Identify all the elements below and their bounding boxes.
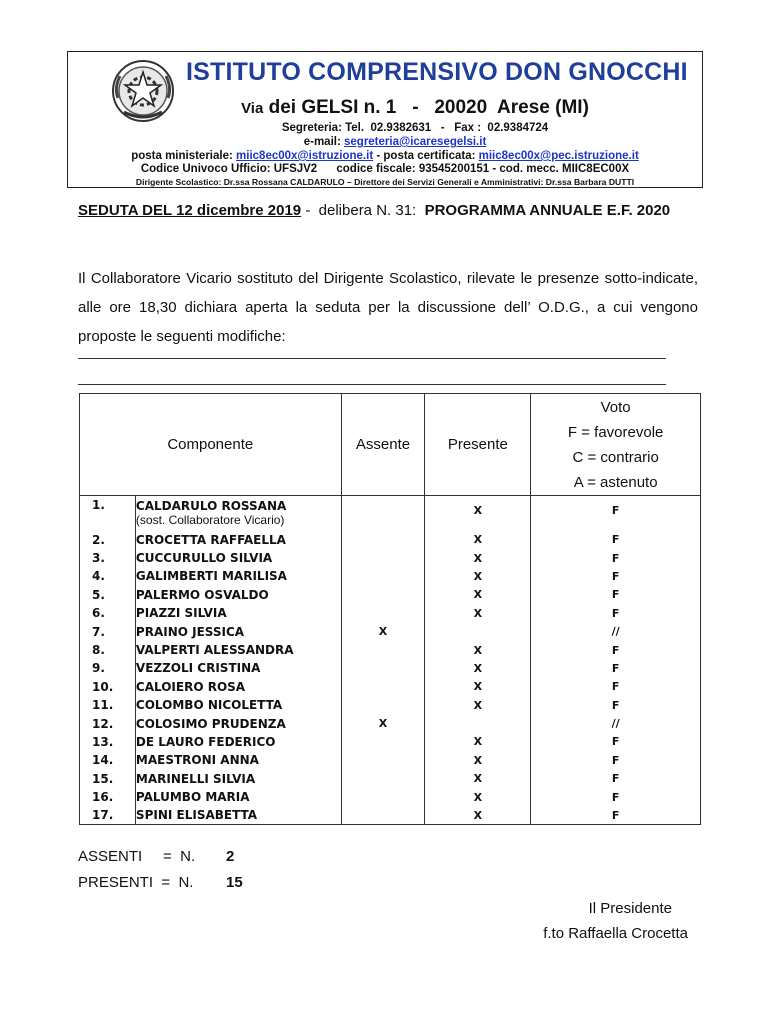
row-number: 11. (80, 696, 136, 714)
row-name (135, 604, 341, 622)
table-row (80, 751, 701, 769)
row-voto: F (531, 733, 701, 751)
row-presente: X (425, 806, 531, 824)
row-number: 15. (80, 770, 136, 788)
table-row (80, 770, 701, 788)
row-presente: X (425, 549, 531, 567)
member-name: VEZZOLI CRISTINA (135, 661, 261, 676)
member-name: PIAZZI SILVIA (135, 606, 227, 621)
row-assente (341, 751, 425, 769)
member-name: PRAINO JESSICA (135, 624, 245, 639)
row-assente (341, 678, 425, 696)
pec-label: - posta certificata: (376, 150, 476, 162)
row-assente (341, 770, 425, 788)
assenti-label: ASSENTI = N. (78, 848, 196, 865)
seduta-title: SEDUTA DEL 12 dicembre 2019 (78, 202, 302, 219)
table-row (80, 733, 701, 751)
voto-legend-f: F = favorevole (567, 423, 664, 441)
row-assente (341, 531, 425, 549)
row-name (135, 659, 341, 677)
email-label: e-mail: (303, 136, 341, 148)
row-voto: F (531, 641, 701, 659)
col-voto (531, 394, 701, 496)
row-presente: X (425, 678, 531, 696)
table-row (80, 586, 701, 604)
table-row (80, 496, 701, 531)
member-name: CALOIERO ROSA (135, 679, 246, 694)
seduta-subject: PROGRAMMA ANNUALE E.F. 2020 (424, 202, 671, 219)
row-assente: X (341, 622, 425, 640)
table-row (80, 678, 701, 696)
row-assente (341, 604, 425, 622)
row-assente (341, 659, 425, 677)
presenti-total (78, 874, 243, 891)
row-name (135, 496, 341, 531)
row-voto: // (531, 622, 701, 640)
row-presente (425, 622, 531, 640)
email-link[interactable]: segreteria@icaresegelsi.it (344, 136, 487, 148)
row-presente: X (425, 696, 531, 714)
row-name (135, 714, 341, 732)
assenti-value: 2 (226, 848, 235, 865)
row-assente (341, 788, 425, 806)
row-number: 6. (80, 604, 136, 622)
row-assente (341, 696, 425, 714)
row-assente (341, 586, 425, 604)
attendance-table (79, 393, 701, 825)
row-name (135, 770, 341, 788)
row-presente: X (425, 770, 531, 788)
row-presente (425, 714, 531, 732)
table-row (80, 641, 701, 659)
member-name: DE LAURO FEDERICO (135, 734, 276, 749)
letterhead (67, 51, 703, 188)
member-name: SPINI ELISABETTA (135, 808, 258, 823)
row-number: 16. (80, 788, 136, 806)
table-row (80, 659, 701, 677)
table-row (80, 567, 701, 585)
row-voto: F (531, 496, 701, 531)
member-name: MAESTRONI ANNA (135, 753, 259, 768)
member-name: CUCCURULLO SILVIA (135, 551, 273, 566)
institute-address (68, 97, 702, 119)
row-assente (341, 806, 425, 824)
pec-email-link[interactable]: miic8ec00x@pec.istruzione.it (478, 150, 639, 162)
row-name (135, 788, 341, 806)
row-presente: X (425, 531, 531, 549)
row-name (135, 567, 341, 585)
row-voto: F (531, 678, 701, 696)
member-name: MARINELLI SILVIA (135, 771, 256, 786)
row-assente (341, 549, 425, 567)
member-name: COLOSIMO PRUDENZA (135, 716, 286, 731)
dirigente-line: Dirigente Scolastico: Dr.ssa Rossana CALDARULO – Direttore dei Servizi Generali e Amministrativi: Dr.ssa Barbara DUTTI (135, 177, 635, 187)
member-name: PALERMO OSVALDO (135, 587, 269, 602)
row-name (135, 751, 341, 769)
row-number: 7. (80, 622, 136, 640)
row-voto: F (531, 788, 701, 806)
table-row (80, 788, 701, 806)
presenti-label: PRESENTI = N. (78, 874, 194, 891)
row-number: 13. (80, 733, 136, 751)
table-row (80, 696, 701, 714)
member-name: GALIMBERTI MARILISA (135, 569, 287, 584)
codice-line: Codice Univoco Ufficio: UFSJV2 codice fiscale: 93545200151 - cod. mecc. MIIC8EC00X (140, 163, 630, 175)
blank-line-2 (78, 384, 666, 385)
table-header-row (80, 394, 701, 496)
blank-line-1 (78, 358, 666, 359)
row-number: 8. (80, 641, 136, 659)
row-assente (341, 641, 425, 659)
posta-line (68, 150, 702, 162)
row-number: 4. (80, 567, 136, 585)
table-row (80, 714, 701, 732)
col-presente: Presente (425, 394, 531, 496)
row-name (135, 622, 341, 640)
row-name (135, 806, 341, 824)
row-voto: // (531, 714, 701, 732)
row-number: 3. (80, 549, 136, 567)
col-assente: Assente (341, 394, 425, 496)
row-presente: X (425, 496, 531, 531)
member-name: PALUMBO MARIA (135, 790, 250, 805)
row-voto: F (531, 549, 701, 567)
table-row (80, 604, 701, 622)
row-assente (341, 567, 425, 585)
row-name (135, 531, 341, 549)
row-voto: F (531, 567, 701, 585)
member-name: CROCETTA RAFFAELLA (135, 532, 286, 547)
col-componente: Componente (80, 394, 342, 496)
row-name (135, 586, 341, 604)
signature-role: Il Presidente (588, 900, 672, 917)
table-row (80, 549, 701, 567)
row-presente: X (425, 586, 531, 604)
address-via: Via (241, 100, 264, 117)
row-name (135, 641, 341, 659)
row-name (135, 733, 341, 751)
email-line (68, 136, 702, 148)
assenti-total (78, 848, 235, 865)
seduta-heading (78, 196, 698, 225)
row-voto: F (531, 531, 701, 549)
voto-title: Voto (600, 398, 631, 416)
seduta-sep: - delibera N. 31: (301, 202, 425, 219)
voto-legend-c: C = contrario (572, 448, 659, 466)
row-number: 2. (80, 531, 136, 549)
posta-email-link[interactable]: miic8ec00x@istruzione.it (236, 150, 374, 162)
row-presente: X (425, 567, 531, 585)
address-text: dei GELSI n. 1 - 20020 Arese (MI) (268, 97, 589, 118)
row-presente: X (425, 788, 531, 806)
row-name (135, 549, 341, 567)
member-name: COLOMBO NICOLETTA (135, 698, 283, 713)
row-voto: F (531, 604, 701, 622)
voto-legend-a: A = astenuto (573, 473, 658, 491)
row-voto: F (531, 770, 701, 788)
row-number: 5. (80, 586, 136, 604)
row-presente: X (425, 751, 531, 769)
row-presente: X (425, 733, 531, 751)
row-name (135, 678, 341, 696)
row-voto: F (531, 586, 701, 604)
table-row (80, 531, 701, 549)
table-body (80, 496, 701, 825)
row-number: 1. (80, 496, 136, 531)
row-assente (341, 733, 425, 751)
member-role-note: (sost. Collaboratore Vicario) (135, 513, 285, 528)
row-voto: F (531, 751, 701, 769)
row-name (135, 696, 341, 714)
row-number: 14. (80, 751, 136, 769)
row-number: 10. (80, 678, 136, 696)
row-voto: F (531, 696, 701, 714)
table-row (80, 622, 701, 640)
row-assente (341, 496, 425, 531)
presenti-value: 15 (226, 874, 243, 891)
row-presente: X (425, 659, 531, 677)
intro-paragraph: Il Collaboratore Vicario sostituto del Dirigente Scolastico, rilevate le presenze sotto-indicate, alle ore 18,30 dichiara aperta la seduta per la discussione dell’ O.D.G., a cui vengono proposte le seguenti modifiche: (78, 270, 698, 345)
row-voto: F (531, 659, 701, 677)
segreteria-contacts: Segreteria: Tel. 02.9382631 - Fax : 02.9384724 (281, 122, 549, 134)
posta-label: posta ministeriale: (131, 150, 233, 162)
row-number: 17. (80, 806, 136, 824)
signature-name: f.to Raffaella Crocetta (543, 925, 688, 942)
institute-name: ISTITUTO COMPRENSIVO DON GNOCCHI (186, 58, 688, 86)
row-number: 9. (80, 659, 136, 677)
row-presente: X (425, 604, 531, 622)
row-presente: X (425, 641, 531, 659)
row-number: 12. (80, 714, 136, 732)
member-name: CALDARULO ROSSANA (135, 499, 287, 514)
table-row (80, 806, 701, 824)
row-assente: X (341, 714, 425, 732)
row-voto: F (531, 806, 701, 824)
member-name: VALPERTI ALESSANDRA (135, 643, 294, 658)
